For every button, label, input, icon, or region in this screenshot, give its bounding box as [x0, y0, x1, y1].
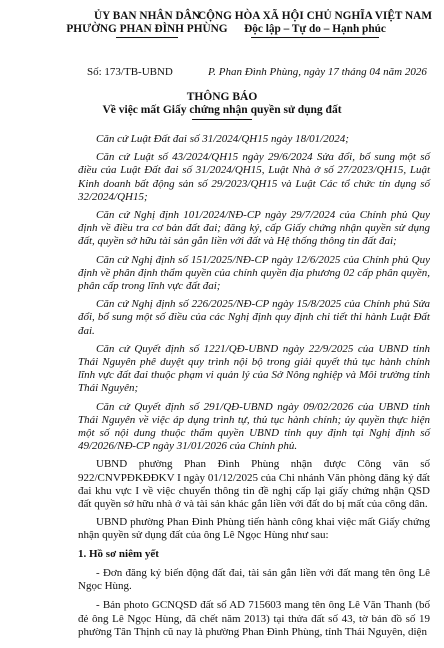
subject-text: Về việc mất Giấy chứng nhận quyền sử dụng đất — [102, 104, 342, 116]
national-motto: Độc lập – Tự do – Hạnh phúc — [244, 23, 386, 35]
list-item: - Đơn đăng ký biến động đất đai, tài sản gắn liền với đất mang tên ông Lê Ngọc Hùng. — [78, 566, 430, 593]
legal-basis: Căn cứ Luật số 43/2024/QH15 ngày 29/6/2024 Sửa đổi, bổ sung một số điều của Luật Đất đai số 31/2024/QH15, Luật Nhà ở số 27/2023/QH15, Luật Kinh doanh bất động sản số 29/2023/QH15 và Luật Các tổ chức tín dụng số 32/2024/QH15; — [78, 151, 430, 203]
document-subject — [0, 104, 444, 120]
place-and-date: P. Phan Đình Phùng, ngày 17 tháng 04 năm 2026 — [208, 66, 427, 78]
legal-basis: Căn cứ Nghị định số 226/2025/NĐ-CP ngày 15/8/2025 của Chính phủ Sửa đổi, bổ sung một số điều của các Nghị định quy định chi tiết thi hành Luật Đất đai. — [78, 298, 430, 337]
agency-line-2: PHƯỜNG PHAN ĐÌNH PHÙNG — [66, 23, 228, 35]
subject-underline — [192, 119, 252, 120]
agency-underline — [116, 37, 178, 38]
legal-basis: Căn cứ Quyết định số 291/QĐ-UBND ngày 09/02/2026 của UBND tỉnh Thái Nguyên về việc áp dụng trình tự, thủ tục hành chính; ủy quyền thực hiện một số nội dung thuộc thẩm quyền UBND tỉnh quy định tại Nghị định số 49/2026/NĐ-CP ngày 31/01/2026 của Chính phủ. — [78, 400, 430, 453]
legal-basis: Căn cứ Quyết định số 1221/QĐ-UBND ngày 22/9/2025 của UBND tỉnh Thái Nguyên phê duyệt quy trình nội bộ trong giải quyết thủ tục hành chính lĩnh vực đất đai thuộc phạm vi quản lý của Sở Nông nghiệp và Môi trường tỉnh Thái Nguyên; — [78, 342, 430, 395]
document-body — [78, 133, 430, 645]
body-paragraph: UBND phường Phan Đình Phùng tiến hành công khai việc mất Giấy chứng nhận quyền sử dụng đất của ông Lê Ngọc Hùng như sau: — [78, 516, 430, 542]
body-paragraph: UBND phường Phan Đình Phùng nhận được Công văn số 922/CNVPĐKĐĐKV I ngày 01/12/2025 của Chi nhánh Văn phòng đăng ký đất đai khu vực I về việc chuyển thông tin đề nghị cấp lại giấy chứng nhận QSD đất quyền sở hữu nhà ở và tài sản khác gắn liền với đất do bị mất của công dân. — [78, 458, 430, 511]
section-heading: 1. Hồ sơ niêm yết — [78, 547, 159, 560]
national-title: CỘNG HÒA XÃ HỘI CHỦ NGHĨA VIỆT NAM — [197, 10, 433, 22]
agency-line-1: ỦY BAN NHÂN DÂN — [94, 10, 200, 22]
national-motto-header — [195, 10, 435, 38]
document-number: Số: 173/TB-UBND — [87, 66, 173, 78]
legal-basis: Căn cứ Luật Đất đai số 31/2024/QH15 ngày 18/01/2024; — [96, 133, 349, 145]
list-item: - Bản photo GCNQSD đất số AD 715603 mang tên ông Lê Văn Thanh (bố đẻ ông Lê Ngọc Hùng, đã chết năm 2013) tại thửa đất số 43, tờ bản đồ số 19 phường Tân Thịnh cũ nay là phường Phan Đình Phùng, tỉnh Thái Nguyên, diện — [78, 599, 430, 638]
legal-basis: Căn cứ Nghị định 101/2024/NĐ-CP ngày 29/7/2024 của Chính phủ Quy định về điều tra cơ bản đất đai; đăng ký, cấp Giấy chứng nhận quyền sử dụng đất, quyền sở hữu tài sản gắn liền với đất và Hệ thống thông tin đất đai; — [78, 209, 430, 248]
document-title: THÔNG BÁO — [186, 91, 258, 103]
legal-basis: Căn cứ Nghị định số 151/2025/NĐ-CP ngày 12/6/2025 của Chính phủ Quy định về phân định thẩm quyền của chính quyền địa phương 02 cấp phân quyền, phân cấp trong lĩnh vực đất đai; — [78, 253, 430, 293]
motto-underline — [251, 37, 379, 38]
